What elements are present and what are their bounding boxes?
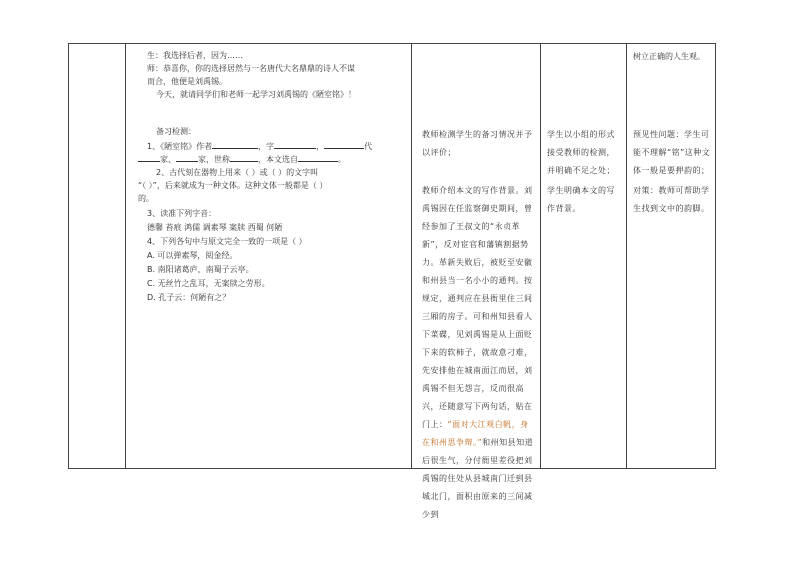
table-cell-teacher-activity xyxy=(412,44,541,519)
q1-part-shicheng: 家，世称 xyxy=(198,155,230,164)
q1-part-period: 。 xyxy=(338,155,346,164)
background-intro-part: 和州知县知道后很生气，分付衙里差役把刘禹锡的住处从县城南门迁到县城北门，面积由原来的三间减少到 xyxy=(422,438,534,519)
q1-part-xuanzi: ，本文选自 xyxy=(258,155,298,164)
question-3-words: 德馨 苔痕 鸿儒 调素琴 案牍 西蜀 何陋 xyxy=(147,223,283,232)
background-intro-quote: “面对大江观白帆，身在和州思争辩。” xyxy=(422,420,529,447)
predicted-problem-text: 预见性问题：学生可能不理解“铭”这种文体一般是要押韵的； xyxy=(633,130,711,175)
background-intro-part: 教师介绍本文的写作背景。刘禹锡因在任监察御史期间，曾经参加了王叔文的“永贞革新”，反对宦官和藩镇割据势力。革新失败后，被贬至安徽和州县当一名小小的通判。按规定，通判应在县衙里住三间三厢的房子。可和州知县看人下菜碟，见刘禹锡是从上面贬下来的软柿子，就故意刁难，先安排他在城南面江而居，刘禹锡不但无怨言，反而很高兴，还随意写下两句话，贴在门上： xyxy=(422,186,533,429)
question-2-line-3: 的。 xyxy=(138,194,154,203)
intro-sentence: 今天，就请同学们和老师一起学习刘禹锡的《陋室铭》！ xyxy=(156,90,356,99)
q1-part-author: 1、《陋室铭》作者 xyxy=(147,142,213,151)
question-2-line-1: 2、古代刻在器物上用来（ ）或（ ）的文字叫 xyxy=(156,168,319,177)
fill-blank xyxy=(176,153,198,162)
q1-part-zi: ，字 xyxy=(258,142,275,151)
question-3: 3、读准下列字音： xyxy=(147,209,217,218)
option-c: C. 无丝竹之乱耳，无案牍之劳形。 xyxy=(147,279,270,288)
question-1-line-2 xyxy=(138,153,346,166)
table-row xyxy=(69,44,716,469)
dialogue-teacher-cont: 而合，他便是刘禹锡。 xyxy=(147,77,227,86)
option-d: D. 孔子云：何陋有之？ xyxy=(147,293,231,302)
fill-blank xyxy=(274,140,316,149)
lesson-plan-table xyxy=(68,43,716,519)
q1-part-jia: 家、 xyxy=(160,155,176,164)
table-cell-teaching-content xyxy=(126,44,412,469)
q1-part-dai: 代 xyxy=(364,142,373,151)
fill-blank xyxy=(230,153,258,162)
question-2-line-2: “（ ）”，后来就成为一种文体。这种文体一般都是（ ） xyxy=(138,181,328,190)
option-a: A. 可以弹素琴，阅金经。 xyxy=(147,251,238,260)
countermeasure-text: 对策：教师可帮助学生找到文中的韵脚。 xyxy=(633,186,710,213)
student-check-text: 学生以小组的形式接受教师的检测，并明确不足之处； xyxy=(547,130,615,175)
question-1-line-1 xyxy=(147,140,372,153)
preview-check-heading: 备习检测： xyxy=(156,127,196,136)
fill-blank xyxy=(324,140,364,149)
table-cell-student-activity xyxy=(541,44,627,469)
table-cell-design-intent xyxy=(627,44,716,469)
fill-blank xyxy=(138,153,160,162)
life-view-text: 树立正确的人生观。 xyxy=(633,52,705,61)
fill-blank xyxy=(298,153,338,162)
question-4: 4、下列各句中与原文完全一致的一项是（ ） xyxy=(147,237,307,246)
fill-blank xyxy=(212,140,258,149)
option-b: B. 南阳诸葛庐，南蜀子云亭。 xyxy=(147,265,254,274)
dialogue-student: 生：我选择后者，因为…… xyxy=(147,51,243,60)
dialogue-teacher: 师：恭喜你，你的选择居然与一名唐代大名鼎鼎的诗人不谋 xyxy=(147,64,355,73)
student-background-text: 学生明确本文的写作背景。 xyxy=(547,186,615,213)
table-cell-empty xyxy=(69,44,126,469)
teacher-check-text: 教师检测学生的备习情况并予以评价； xyxy=(422,130,533,157)
background-intro-text xyxy=(422,182,534,524)
q1-part-comma: ， xyxy=(316,142,325,151)
